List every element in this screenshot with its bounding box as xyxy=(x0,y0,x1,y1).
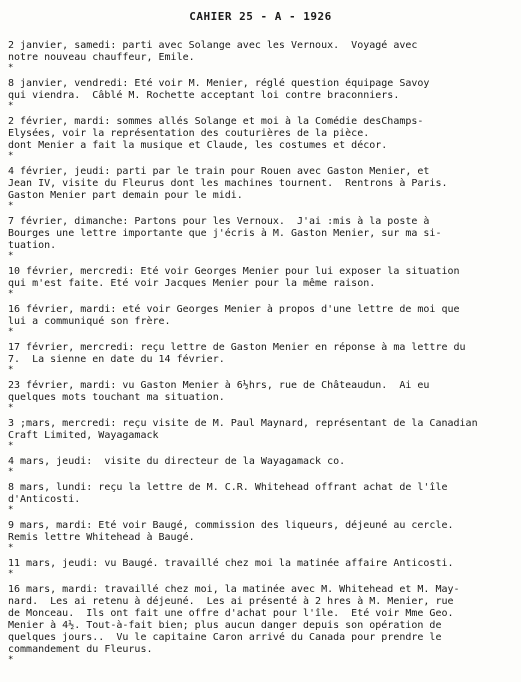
entry-text-line: d'Anticosti. xyxy=(8,494,81,505)
entry-text-line: 2 janvier, samedi: parti avec Solange avec les Vernoux. Voyagé avec xyxy=(8,40,418,51)
entry-text-line: tuation. xyxy=(8,240,57,251)
entry-text-line: 4 mars, jeudi: visite du directeur de la Wayagamack co. xyxy=(8,456,346,467)
entry-separator-star: * xyxy=(8,201,14,211)
entry-text-line: notre nouveau chauffeur, Emile. xyxy=(8,52,195,63)
diary-entry xyxy=(8,558,516,578)
diary-entry xyxy=(8,40,516,72)
entry-text-line: 10 février, mercredi: Eté voir Georges Menier pour lui exposer la situation xyxy=(8,266,460,277)
entry-text-line: Elysées, voir la représentation des couturières de la pièce. xyxy=(8,128,370,139)
entry-text-line: 3 ;mars, mercredi: reçu visite de M. Paul Maynard, représentant de la Canadian xyxy=(8,418,478,429)
diary-entry xyxy=(8,456,516,476)
diary-entries xyxy=(8,40,516,670)
entry-text-line: 17 février, mercredi: reçu lettre de Gaston Menier en réponse à ma lettre du xyxy=(8,342,466,353)
entry-text-line: 11 mars, jeudi: vu Baugé. travaillé chez moi la matinée affaire Anticosti. xyxy=(8,558,454,569)
entry-text-line: 23 février, mardi: vu Gaston Menier à 6½hrs, rue de Châteaudun. Ai eu xyxy=(8,380,430,391)
entry-text-line: commandement du Fleurus. xyxy=(8,644,153,655)
entry-text-line: Remis lettre Whitehead à Baugé. xyxy=(8,532,195,543)
entry-text-line: Bourges une lettre importante que j'écris à M. Gaston Menier, sur ma si- xyxy=(8,228,442,239)
diary-entry xyxy=(8,520,516,552)
diary-entry xyxy=(8,266,516,298)
entry-separator-star: * xyxy=(8,403,14,413)
diary-entry xyxy=(8,216,516,260)
diary-entry xyxy=(8,584,516,664)
entry-separator-star: * xyxy=(8,441,14,451)
entry-text-line: 16 mars, mardi: travaillé chez moi, la matinée avec M. Whitehead et M. May- xyxy=(8,584,460,595)
entry-separator-star: * xyxy=(8,251,14,261)
diary-entry xyxy=(8,304,516,336)
page-title: CAHIER 25 - A - 1926 xyxy=(189,10,332,23)
diary-entry xyxy=(8,482,516,514)
entry-text-line: Menier à 4½. Tout-à-fait bien; plus aucun danger depuis son opération de xyxy=(8,620,442,631)
entry-separator-star: * xyxy=(8,327,14,337)
entry-text-line: 7. La sienne en date du 14 février. xyxy=(8,354,225,365)
entry-text-line: de Monceau. Ils ont fait une offre d'achat pour l'île. Eté voir Mme Geo. xyxy=(8,608,454,619)
entry-text-line: Craft Limited, Wayagamack xyxy=(8,430,159,441)
entry-separator-star: * xyxy=(8,63,14,73)
entry-text-line: quelques jours.. Vu le capitaine Caron arrivé du Canada pour prendre le xyxy=(8,632,442,643)
entry-text-line: 9 mars, mardi: Eté voir Baugé, commission des liqueurs, déjeuné au cercle. xyxy=(8,520,454,531)
diary-entry xyxy=(8,418,516,450)
entry-text-line: 16 février, mardi: eté voir Georges Menier à propos d'une lettre de moi que xyxy=(8,304,460,315)
entry-separator-star: * xyxy=(8,467,14,477)
diary-entry xyxy=(8,342,516,374)
entry-text-line: Jean IV, visite du Fleurus dont les machines tournent. Rentrons à Paris. xyxy=(8,178,448,189)
entry-text-line: quelques mots touchant ma situation. xyxy=(8,392,225,403)
entry-separator-star: * xyxy=(8,543,14,553)
entry-separator-star: * xyxy=(8,569,14,579)
diary-entry xyxy=(8,380,516,412)
entry-text-line: qui m'est faite. Eté voir Jacques Menier pour la même raison. xyxy=(8,278,376,289)
diary-entry xyxy=(8,78,516,110)
entry-text-line: lui a communiqué son frère. xyxy=(8,316,171,327)
entry-text-line: qui viendra. Câblé M. Rochette acceptant loi contre braconniers. xyxy=(8,90,400,101)
diary-entry xyxy=(8,166,516,210)
entry-separator-star: * xyxy=(8,365,14,375)
diary-entry xyxy=(8,116,516,160)
entry-text-line: nard. Les ai retenu à déjeuné. Les ai présenté à 2 hres à M. Menier, rue xyxy=(8,596,454,607)
entry-text-line: 7 février, dimanche: Partons pour les Vernoux. J'ai :mis à la poste à xyxy=(8,216,430,227)
entry-separator-star: * xyxy=(8,101,14,111)
entry-separator-star: * xyxy=(8,151,14,161)
entry-separator-star: * xyxy=(8,289,14,299)
entry-separator-star: * xyxy=(8,505,14,515)
entry-text-line: 8 janvier, vendredi: Eté voir M. Menier, réglé question équipage Savoy xyxy=(8,78,430,89)
entry-text-line: dont Menier a fait la musique et Claude, les costumes et décor. xyxy=(8,140,388,151)
entry-text-line: 8 mars, lundi: reçu la lettre de M. C.R. Whitehead offrant achat de l'île xyxy=(8,482,448,493)
entry-text-line: 4 février, jeudi: parti par le train pour Rouen avec Gaston Menier, et xyxy=(8,166,430,177)
entry-text-line: 2 février, mardi: sommes allés Solange et moi à la Comédie desChamps- xyxy=(8,116,424,127)
entry-separator-star: * xyxy=(8,655,14,665)
entry-text-line: Gaston Menier part demain pour le midi. xyxy=(8,190,243,201)
